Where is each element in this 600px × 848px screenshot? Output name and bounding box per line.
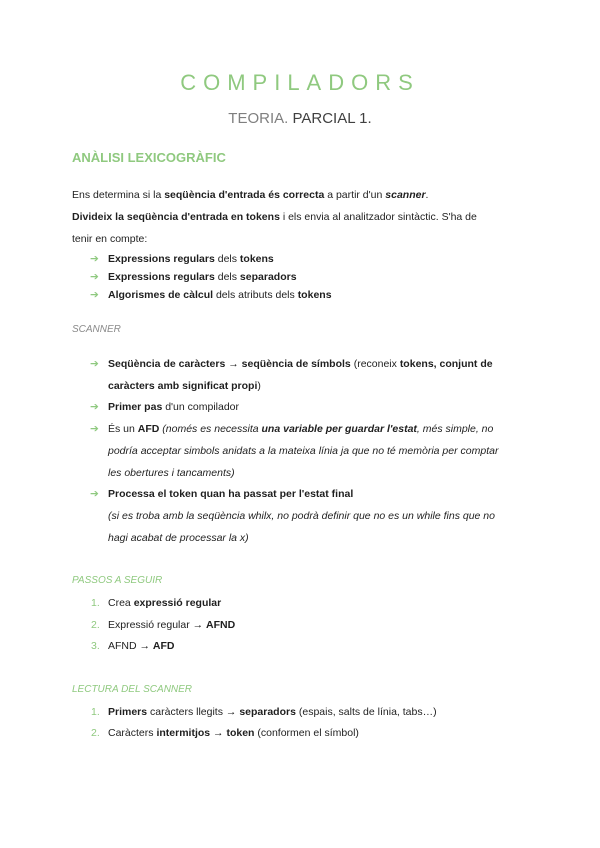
text: (espais, salts de línia, tabs…)	[295, 706, 437, 718]
text-bold: Expressions regulars	[108, 271, 215, 283]
text-bold: expressió regular	[133, 597, 222, 609]
text: dels	[214, 253, 240, 265]
text: i els envia al analitzador sintàctic. S'ha de	[279, 211, 477, 223]
text-bold: AFD	[137, 423, 160, 435]
text-bold: tokens	[239, 253, 274, 265]
text-italic: (només es necessita	[159, 423, 262, 435]
right-arrow-icon: ➔	[90, 488, 99, 500]
text: És un	[108, 423, 138, 435]
intro-paragraph-3: tenir en compte:	[72, 233, 148, 245]
list-number: 1.	[91, 706, 100, 718]
list-number: 2.	[91, 727, 100, 739]
text-bold: tokens, conjunt de	[399, 358, 493, 370]
text: (reconeix	[350, 358, 400, 370]
text: Caràcters	[108, 727, 157, 739]
text: Crea	[108, 597, 134, 609]
text-bold-italic: scanner	[385, 189, 426, 201]
text-bold: separadors	[239, 706, 296, 718]
section-heading-passos: PASSOS A SEGUIR	[72, 575, 163, 586]
text: Ens determina si la	[72, 189, 165, 201]
text: d'un compilador	[162, 401, 239, 413]
text: a partir d'un	[324, 189, 386, 201]
section-heading-lectura: LECTURA DEL SCANNER	[72, 684, 193, 695]
intro-paragraph-1	[72, 188, 532, 202]
text-bold: Processa el token quan ha passat per l'estat final	[108, 488, 354, 500]
text-bold: intermitjos → token	[156, 727, 255, 739]
list-item	[90, 353, 528, 397]
intro-paragraph-2	[72, 210, 532, 224]
list-number: 2.	[91, 619, 100, 631]
text: .	[425, 189, 429, 201]
text-bold: seqüència d'entrada és correcta	[164, 189, 325, 201]
list-item	[91, 592, 528, 614]
text: dels	[214, 271, 240, 283]
document-title: COMPILADORS	[180, 70, 420, 95]
list-number: 1.	[91, 597, 100, 609]
text-bold: separadors	[239, 271, 297, 283]
right-arrow-icon: ➔	[90, 358, 99, 370]
list-item	[90, 418, 528, 484]
text-italic: podría acceptar simbols anidats a la mateixa línia ja que no té memòria per comptar	[108, 445, 499, 457]
list-item	[91, 722, 528, 744]
text-bold: AFND	[206, 619, 236, 631]
list-item	[90, 284, 528, 306]
text-italic: les obertures i tancaments)	[108, 467, 235, 479]
text-bold: Seqüència de caràcters → seqüència de símbols	[108, 358, 351, 370]
subtitle-main: PARCIAL 1.	[288, 110, 372, 127]
text-bold: Primer pas	[108, 401, 163, 413]
section-heading-scanner: SCANNER	[72, 324, 121, 335]
text-bold: Primers	[108, 706, 148, 718]
list-item	[91, 614, 528, 636]
text: dels atributs dels	[213, 289, 298, 301]
text-bold: caràcters amb significat propi	[108, 380, 258, 392]
document-subtitle	[0, 110, 600, 127]
text: AFND →	[108, 640, 153, 652]
text-bold: tokens	[297, 289, 332, 301]
right-arrow-icon: ➔	[90, 401, 99, 413]
text: )	[257, 380, 261, 392]
text-bold: AFD	[152, 640, 175, 652]
right-arrow-icon: ➔	[90, 271, 99, 283]
text-italic: hagi acabat de processar la x)	[108, 532, 249, 544]
list-item	[90, 396, 528, 418]
list-number: 3.	[91, 640, 100, 652]
text-italic: (si es troba amb la seqüència whilx, no podrà definir que no es un while fins que no	[108, 510, 495, 522]
text-italic: , més simple, no	[416, 423, 494, 435]
text-bold: Divideix la seqüència d'entrada en tokens	[72, 211, 280, 223]
text: Expressió regular →	[108, 619, 207, 631]
right-arrow-icon: ➔	[90, 253, 99, 265]
text-bold-italic: una variable per guardar l'estat	[261, 423, 417, 435]
right-arrow-icon: ➔	[90, 423, 99, 435]
right-arrow-icon: ➔	[90, 289, 99, 301]
list-item	[90, 483, 528, 549]
section-heading-analisi: ANÀLISI LEXICOGRÀFIC	[72, 150, 226, 165]
text-bold: Algorismes de càlcul	[108, 289, 214, 301]
text-bold: Expressions regulars	[108, 253, 215, 265]
list-item	[91, 701, 528, 723]
subtitle-light: TEORIA.	[228, 110, 289, 127]
text: caràcters llegits →	[147, 706, 240, 718]
list-item	[91, 635, 528, 657]
text: (conformen el símbol)	[254, 727, 359, 739]
